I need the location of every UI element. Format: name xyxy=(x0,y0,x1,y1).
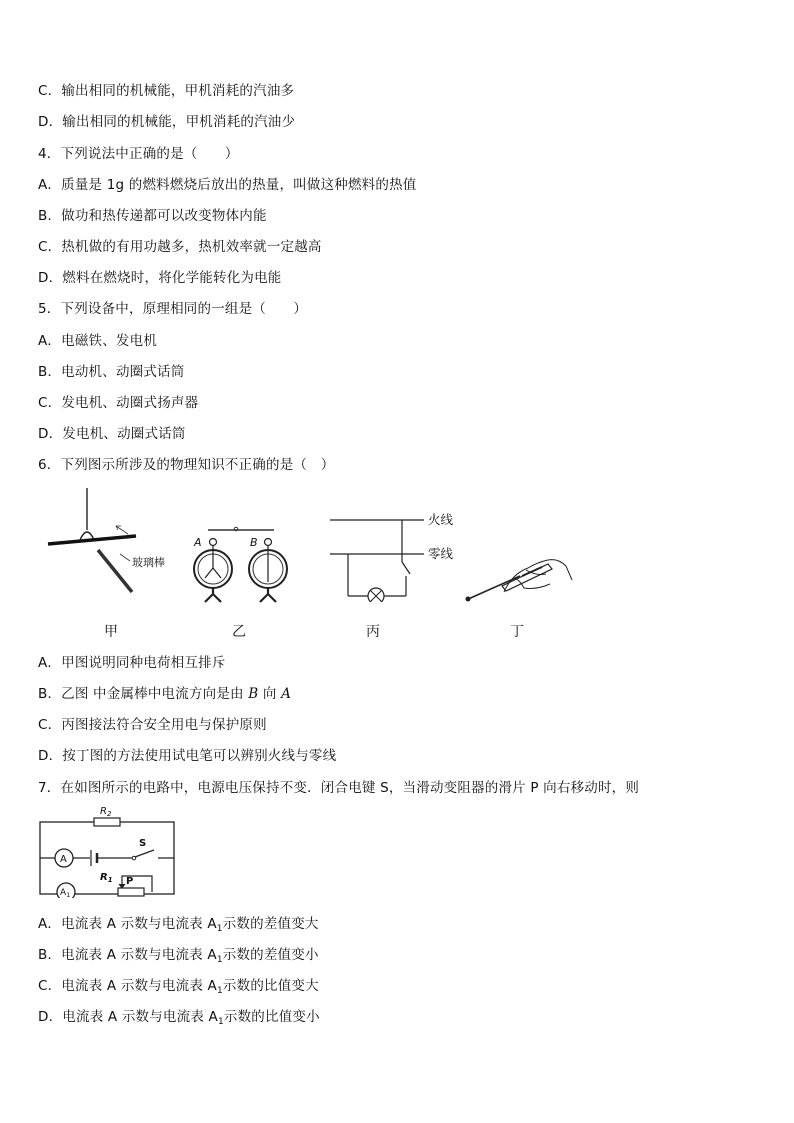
ammeter-a1-label: $A_1$ xyxy=(60,888,71,898)
q7-option-b: B．电流表 A 示数与电流表 $A_1$示数的差值变小 xyxy=(38,947,319,965)
q4-option-d: D．燃料在燃烧时，将化学能转化为电能 xyxy=(38,270,282,286)
bing-switch xyxy=(402,562,410,574)
figure-ding xyxy=(462,556,574,606)
q6-option-c: C．丙图接法符合安全用电与保护原则 xyxy=(38,717,267,733)
slider-label: P xyxy=(126,876,134,887)
q5-option-a: A．电磁铁、发电机 xyxy=(38,333,158,349)
bing-neutral-label: 零线 xyxy=(428,546,454,561)
q5-option-d: D．发电机、动圈式话筒 xyxy=(38,426,186,442)
switch-label: S xyxy=(139,838,147,849)
jia-glass-rod-label: 玻璃棒 xyxy=(132,556,165,569)
q7-stem: 7．在如图所示的电路中，电源电压保持不变．闭合电键 S，当滑动变阻器的滑片 P 向右移动时，则 xyxy=(38,780,640,796)
resistor-r2 xyxy=(94,818,120,826)
q7-option-a: A．电流表 A 示数与电流表 $A_1$示数的差值变大 xyxy=(38,916,319,934)
bing-lamp xyxy=(368,588,384,602)
q5-option-c: C．发电机、动圈式扬声器 xyxy=(38,395,199,411)
figure-bing-caption: 丙 xyxy=(366,624,380,640)
yi-label-b: B xyxy=(250,536,258,549)
rheostat-r1 xyxy=(118,888,144,896)
figure-yi-caption: 乙 xyxy=(232,624,246,640)
q4-stem: 4．下列说法中正确的是（ ） xyxy=(38,146,239,162)
figure-yi xyxy=(188,522,288,604)
q6-option-a: A．甲图说明同种电荷相互排斥 xyxy=(38,655,226,671)
q4-option-a: A．质量是 1g 的燃料燃烧后放出的热量，叫做这种燃料的热值 xyxy=(38,177,417,193)
figure-ding-caption: 丁 xyxy=(510,624,524,640)
bing-live-label: 火线 xyxy=(428,512,454,527)
figure-jia-caption: 甲 xyxy=(104,624,118,640)
yi-label-a: A xyxy=(194,536,202,549)
q3-option-c: C．输出相同的机械能，甲机消耗的汽油多 xyxy=(38,83,295,99)
jia-glass-rod xyxy=(98,550,132,592)
q5-stem: 5．下列设备中，原理相同的一组是（ ） xyxy=(38,301,308,317)
ammeter-a-label: A xyxy=(60,854,67,865)
q5-option-b: B．电动机、动圈式话筒 xyxy=(38,364,185,380)
figure-jia xyxy=(40,482,180,594)
r1-label: $R_1$ xyxy=(100,872,113,884)
q7-option-c: C．电流表 A 示数与电流表 $A_1$示数的比值变大 xyxy=(38,978,319,996)
q7-option-d: D．电流表 A 示数与电流表 $A_1$示数的比值变小 xyxy=(38,1009,320,1027)
q4-option-b: B．做功和热传递都可以改变物体内能 xyxy=(38,208,267,224)
q7-circuit-diagram xyxy=(36,804,180,898)
q3-option-d: D．输出相同的机械能，甲机消耗的汽油少 xyxy=(38,114,296,130)
figure-bing xyxy=(326,506,462,602)
q6-option-b: B．乙图 中金属棒中电流方向是由 B 向 A xyxy=(38,686,292,702)
q6-option-d: D．按丁图的方法使用试电笔可以辨别火线与零线 xyxy=(38,748,337,764)
q4-option-c: C．热机做的有用功越多，热机效率就一定越高 xyxy=(38,239,322,255)
q6-stem: 6．下列图示所涉及的物理知识不正确的是（ ） xyxy=(38,457,335,473)
r2-label: $R_2$ xyxy=(100,806,112,818)
